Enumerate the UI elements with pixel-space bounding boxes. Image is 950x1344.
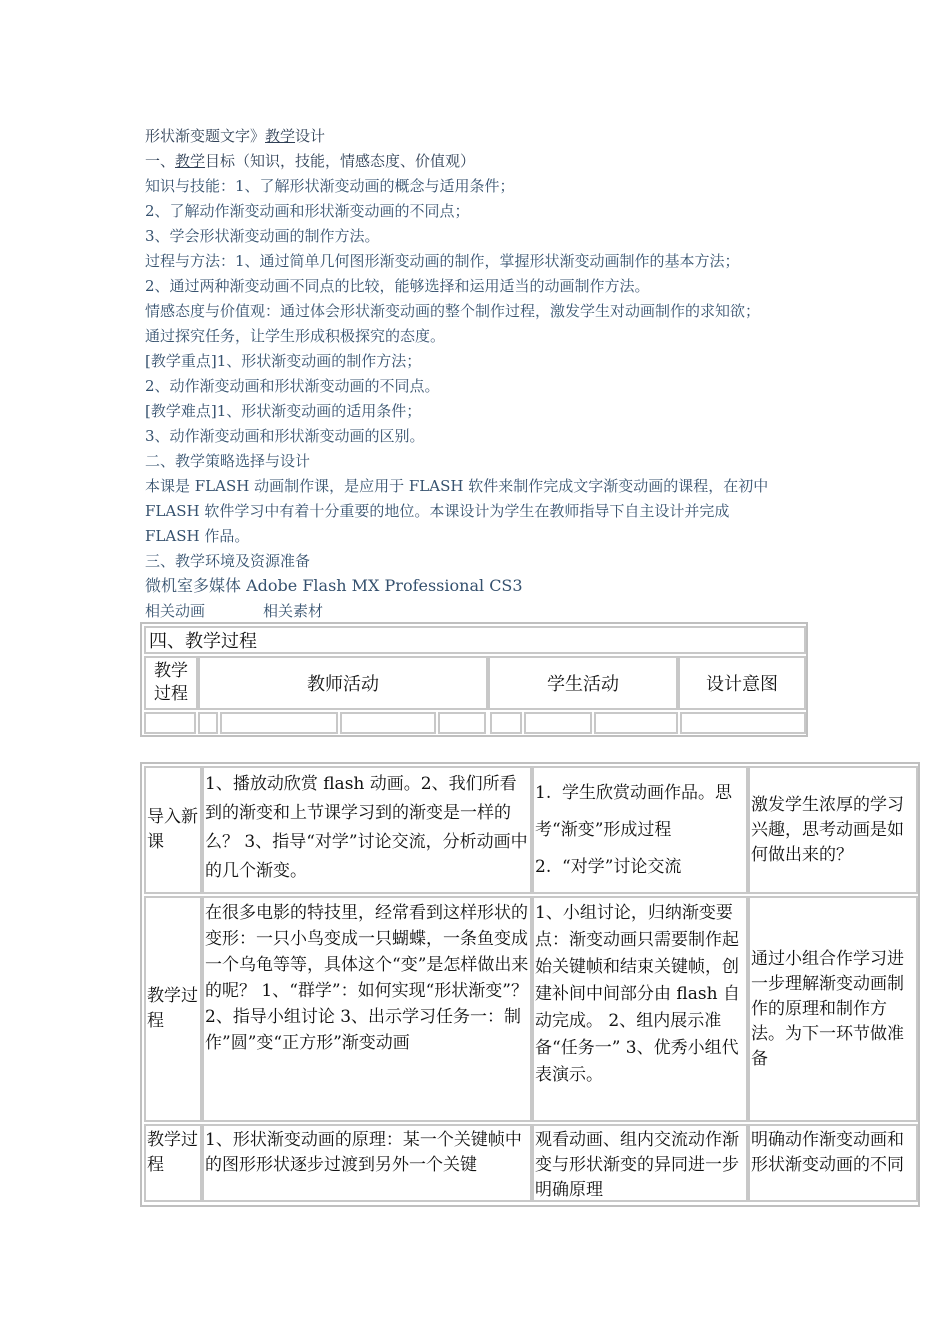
row1-teacher: 1、播放动欣赏 flash 动画。2、我们所看到的渐变和上节课学习到的渐变是一样的么？ 3、指导“对学”讨论交流，分析动画中的几个渐变。 (202, 766, 532, 894)
section-1-link[interactable]: 教学 (175, 152, 206, 170)
section-1-heading (145, 151, 475, 171)
section-3-heading: 三、教学环境及资源准备 (145, 552, 311, 570)
row2-teacher: 在很多电影的特技里，经常看到这样形状的变形：一只小鸟变成一只蝴蝶，一条鱼变成一个乌龟等等，具体这个“变”是怎样做出来的呢？ 1、“群学”：如何实现“形状渐变”？ 2、指导小组讨论 3、出示学习任务一：制作”圆”变“正方形”渐变动画 (202, 896, 532, 1122)
empty-cell (220, 712, 338, 734)
row1-stage: 导入新课 (144, 766, 202, 894)
knowledge-skill-1: 知识与技能：1、了解形状渐变动画的概念与适用条件； (145, 177, 515, 195)
key-point-2: 2、动作渐变动画和形状渐变动画的不同点。 (145, 377, 440, 395)
title-text: 形状渐变题文字》 (145, 127, 266, 145)
section-1-prefix: 一、 (145, 152, 176, 170)
header-stage: 教学过程 (144, 656, 198, 710)
strategy-line-2: FLASH 软件学习中有着十分重要的地位。本课设计为学生在教师指导下自主设计并完成 (145, 502, 730, 520)
empty-cell (144, 712, 196, 734)
empty-cell (198, 712, 218, 734)
row1-intent: 激发学生浓厚的学习兴趣，思考动画是如何做出来的？ (748, 766, 918, 894)
section-2-heading: 二、教学策略选择与设计 (145, 452, 311, 470)
row2-stage: 教学过程 (144, 896, 202, 1122)
process-table-title: 四、教学过程 (144, 626, 806, 654)
empty-cell (680, 712, 806, 734)
emotion-values-2: 通过探究任务，让学生形成积极探究的态度。 (145, 327, 446, 345)
header-teacher-activity: 教师活动 (198, 656, 488, 710)
title-link[interactable]: 教学 (265, 127, 296, 145)
empty-cell (524, 712, 592, 734)
empty-cell (438, 712, 486, 734)
difficult-point-1: [教学难点]1、形状渐变动画的适用条件； (145, 402, 422, 420)
row3-intent: 明确动作渐变动画和形状渐变动画的不同 (748, 1124, 918, 1202)
key-point-1: [教学重点]1、形状渐变动画的制作方法； (145, 352, 422, 370)
header-student-activity: 学生活动 (488, 656, 678, 710)
empty-cell (594, 712, 678, 734)
lesson-process-table (140, 762, 920, 1207)
header-design-intent: 设计意图 (678, 656, 806, 710)
row3-stage: 教学过程 (144, 1124, 202, 1202)
strategy-line-3: FLASH 作品。 (145, 527, 250, 545)
knowledge-skill-3: 3、学会形状渐变动画的制作方法。 (145, 227, 380, 245)
document-title (145, 126, 325, 146)
knowledge-skill-2: 2、了解动作渐变动画和形状渐变动画的不同点； (145, 202, 470, 220)
emotion-values-1: 情感态度与价值观：通过体会形状渐变动画的整个制作过程，激发学生对动画制作的求知欲； (145, 302, 761, 320)
process-header-table (140, 622, 808, 737)
row3-student: 观看动画、组内交流动作渐变与形状渐变的异同进一步明确原理 (532, 1124, 748, 1202)
row1-student: 1. 学生欣赏动画作品。思考“渐变”形成过程 2. “对学”讨论交流 (532, 766, 748, 894)
difficult-point-2: 3、动作渐变动画和形状渐变动画的区别。 (145, 427, 425, 445)
resources-line (145, 601, 323, 621)
empty-cell (340, 712, 436, 734)
process-method-1: 过程与方法：1、通过简单几何图形渐变动画的制作，掌握形状渐变动画制作的基本方法； (145, 252, 740, 270)
strategy-line-1: 本课是 FLASH 动画制作课，是应用于 FLASH 软件来制作完成文字渐变动画的课程，在初中 (145, 477, 769, 495)
environment-line: 微机室多媒体 Adobe Flash MX Professional CS3 (145, 576, 523, 595)
process-method-2: 2、通过两种渐变动画不同点的比较，能够选择和运用适当的动画制作方法。 (145, 277, 650, 295)
section-1-text: 目标（知识，技能，情感态度、价值观） (205, 152, 476, 170)
row2-student: 1、小组讨论，归纳渐变要点：渐变动画只需要制作起始关键帧和结束关键帧，创建补间中间部分由 flash 自动完成。 2、组内展示准备“任务一” 3、优秀小组代表演示。 (532, 896, 748, 1122)
related-animation-link[interactable]: 相关动画 (145, 602, 206, 620)
empty-cell (490, 712, 522, 734)
row3-teacher: 1、形状渐变动画的原理：某一个关键帧中的图形形状逐步过渡到另外一个关键 (202, 1124, 532, 1202)
related-material-link[interactable]: 相关素材 (263, 602, 324, 620)
title-text-end: 设计 (295, 127, 326, 145)
row2-intent: 通过小组合作学习进一步理解渐变动画制作的原理和制作方法。为下一环节做准备 (748, 896, 918, 1122)
